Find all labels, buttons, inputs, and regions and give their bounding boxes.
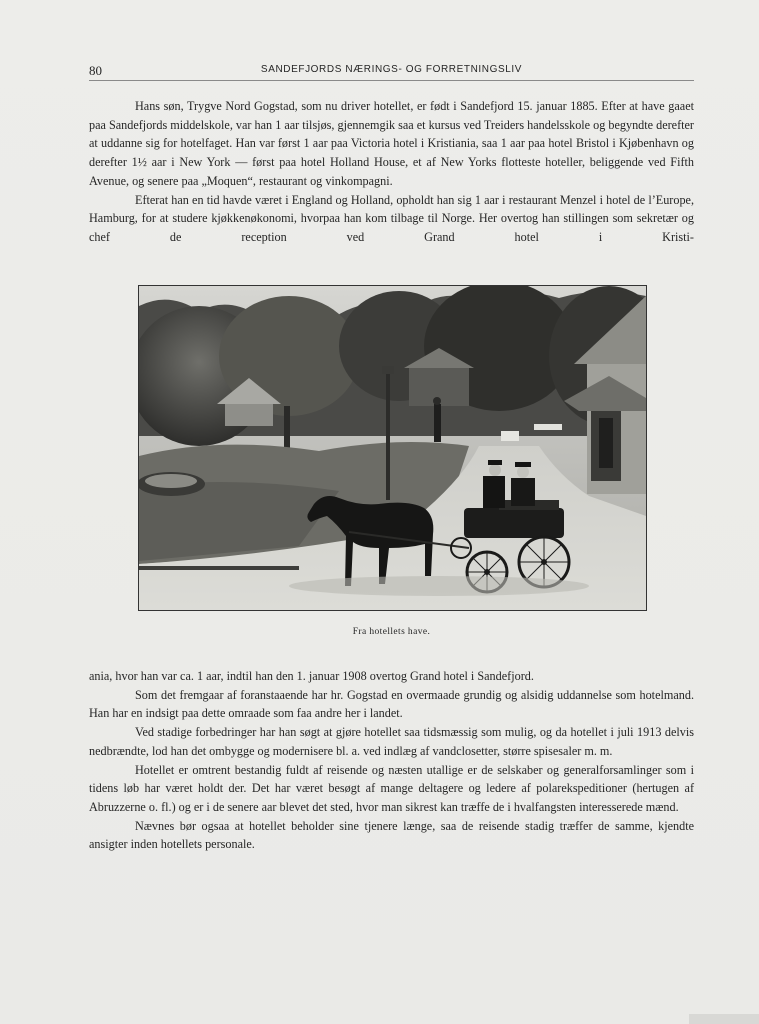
scan-edge: [689, 1014, 759, 1024]
figure-caption: Fra hotellets have.: [352, 627, 431, 637]
paragraph: Hotellet er omtrent bestandig fuldt af reisende og næsten utallige er de selskaber og generalforsamlinger som i tidens løb har været holdt der. Det har været besøgt af mange deltagere og ledere af polarekspeditioner (hertugen af Abruzzerne o. fl.) og er i de senere aar blevet det sted, hvor man sikrest kan træffe de i hvalfangsten interesserede mænd.: [89, 762, 694, 814]
paragraph: Som det fremgaar af foranstaaende har hr. Gogstad en overmaade grundig og alsidig uddannelse som hotelmand. Han har en indsigt paa dette omraade som faa andre her i landet.: [89, 687, 694, 721]
page-header: [89, 62, 694, 81]
paragraph: Efterat han en tid havde været i England og Holland, opholdt han sig 1 aar i restaurant Menzel i hotel de l’Europe, Hamburg, for at studere kjøkkenøkonomi, hvorpaa han kom tilbage til Norge. Her overtog han stillingen som sekretær og chef de reception ved Grand hotel i Kristi-: [89, 192, 694, 244]
paragraph: Ved stadige forbedringer har han søgt at gjøre hotellet saa tidsmæssig som mulig, og da hotellet i juli 1913 delvis nedbrændte, lod han det ombygge og modernisere bl. a. ved indlæg af vandclosetter, større spisesaler m. m.: [89, 725, 694, 758]
photo-hotel-garden: [138, 285, 647, 611]
garden-photograph: [139, 286, 646, 610]
page-number: 80: [89, 63, 102, 78]
paragraph: ania, hvor han var ca. 1 aar, indtil han den 1. januar 1908 overtog Grand hotel i Sandefjord.: [89, 669, 534, 683]
body-text-top: [89, 97, 694, 247]
body-text-bottom: [89, 667, 694, 854]
running-title: SANDEFJORDS NÆRINGS- OG FORRETNINGSLIV: [260, 64, 523, 75]
paragraph: Nævnes bør ogsaa at hotellet beholder sine tjenere længe, saa de reisende stadig træffer de samme, kjendte ansigter inden hotellets personale.: [89, 818, 694, 852]
paragraph: Hans søn, Trygve Nord Gogstad, som nu driver hotellet, er født i Sandefjord 15. januar 1885. Efter at have gaaet paa Sandefjords middelskole, var han 1 aar tilsjøs, gjennemgik saa et kursus ved Treiders handelsskole og begyndte derefter at uddanne sig for hotelfaget. Han var først 1 aar paa Victoria hotel i Kristiania, saa 1 aar paa hotel Bristol i Kjøbenhavn og derefter 1½ aar i New York — først paa hotel Holland House, et af New Yorks flotteste hoteller, beliggende ved Fifth Avenue, og senere paa „Moquen“, restaurant og vinkompagni.: [89, 99, 694, 188]
